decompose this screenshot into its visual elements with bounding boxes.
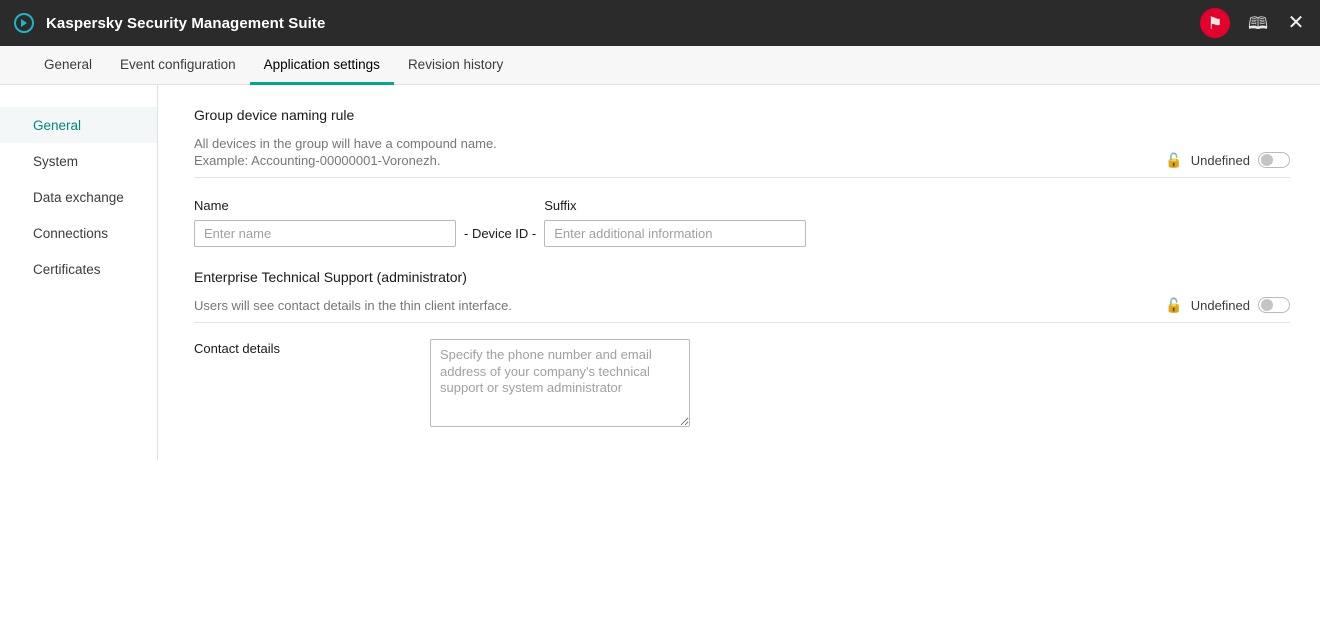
technical-support-state-label: Undefined	[1190, 297, 1250, 313]
book-icon[interactable]: 🕮	[1247, 13, 1269, 33]
sidebar-item-system[interactable]: System	[33, 153, 79, 169]
toggle-knob	[1261, 154, 1273, 166]
flag-icon: ⚑	[1207, 13, 1223, 33]
suffix-field-group	[544, 198, 806, 247]
group-device-naming-toggle-group	[1165, 152, 1290, 169]
close-icon[interactable]: ✕	[1287, 12, 1305, 34]
technical-support-description: Users will see contact details in the thin client interface.	[194, 298, 512, 313]
sidebar	[0, 85, 158, 460]
suffix-input[interactable]	[544, 220, 806, 247]
toggle-knob	[1261, 299, 1273, 311]
tab-event-configuration[interactable]: Event configuration	[120, 57, 236, 72]
technical-support-row	[194, 297, 1290, 323]
tab-application-settings[interactable]: Application settings	[250, 47, 394, 85]
technical-support-toggle[interactable]	[1258, 297, 1290, 313]
lock-icon[interactable]: 🔓	[1165, 152, 1183, 168]
technical-support-description-col	[194, 297, 1165, 314]
group-device-naming-title: Group device naming rule	[194, 107, 355, 123]
contact-details-row	[194, 339, 1290, 427]
contact-details-textarea[interactable]	[430, 339, 690, 427]
group-device-naming-description-line2: Example: Accounting-00000001-Voronezh.	[194, 153, 441, 168]
device-id-separator: - Device ID -	[464, 226, 537, 241]
group-device-naming-state-label: Undefined	[1190, 152, 1250, 168]
page-title: Kaspersky Security Management Suite	[46, 14, 326, 32]
sidebar-item-connections[interactable]: Connections	[33, 225, 109, 241]
window-title-bar	[0, 0, 1320, 46]
group-device-naming-description-line1: All devices in the group will have a compound name.	[194, 136, 497, 151]
contact-details-label: Contact details	[194, 341, 280, 356]
name-field-group	[194, 198, 456, 247]
body-area	[0, 85, 1320, 630]
suffix-label: Suffix	[544, 198, 577, 213]
lock-icon[interactable]: 🔓	[1165, 297, 1183, 313]
tab-revision-history[interactable]: Revision history	[407, 57, 504, 72]
name-input[interactable]	[194, 220, 456, 247]
technical-support-title: Enterprise Technical Support (administrator)	[194, 269, 467, 285]
title-bar-actions	[1200, 8, 1306, 38]
tab-general[interactable]: General	[44, 57, 93, 72]
group-device-naming-section	[194, 107, 1290, 247]
naming-fields-row	[194, 198, 1290, 247]
group-device-naming-row	[194, 135, 1290, 178]
technical-support-toggle-group	[1165, 297, 1290, 314]
sidebar-item-general[interactable]: General	[0, 107, 157, 143]
settings-content	[158, 85, 1320, 630]
notification-badge[interactable]	[1200, 8, 1230, 38]
kaspersky-play-icon	[14, 13, 34, 33]
name-label: Name	[194, 198, 229, 213]
technical-support-section	[194, 269, 1290, 427]
group-device-naming-description	[194, 135, 1165, 169]
group-device-naming-toggle[interactable]	[1258, 152, 1290, 168]
sidebar-item-data-exchange[interactable]: Data exchange	[33, 189, 124, 205]
tab-bar	[0, 46, 1320, 85]
sidebar-item-certificates[interactable]: Certificates	[33, 261, 101, 277]
